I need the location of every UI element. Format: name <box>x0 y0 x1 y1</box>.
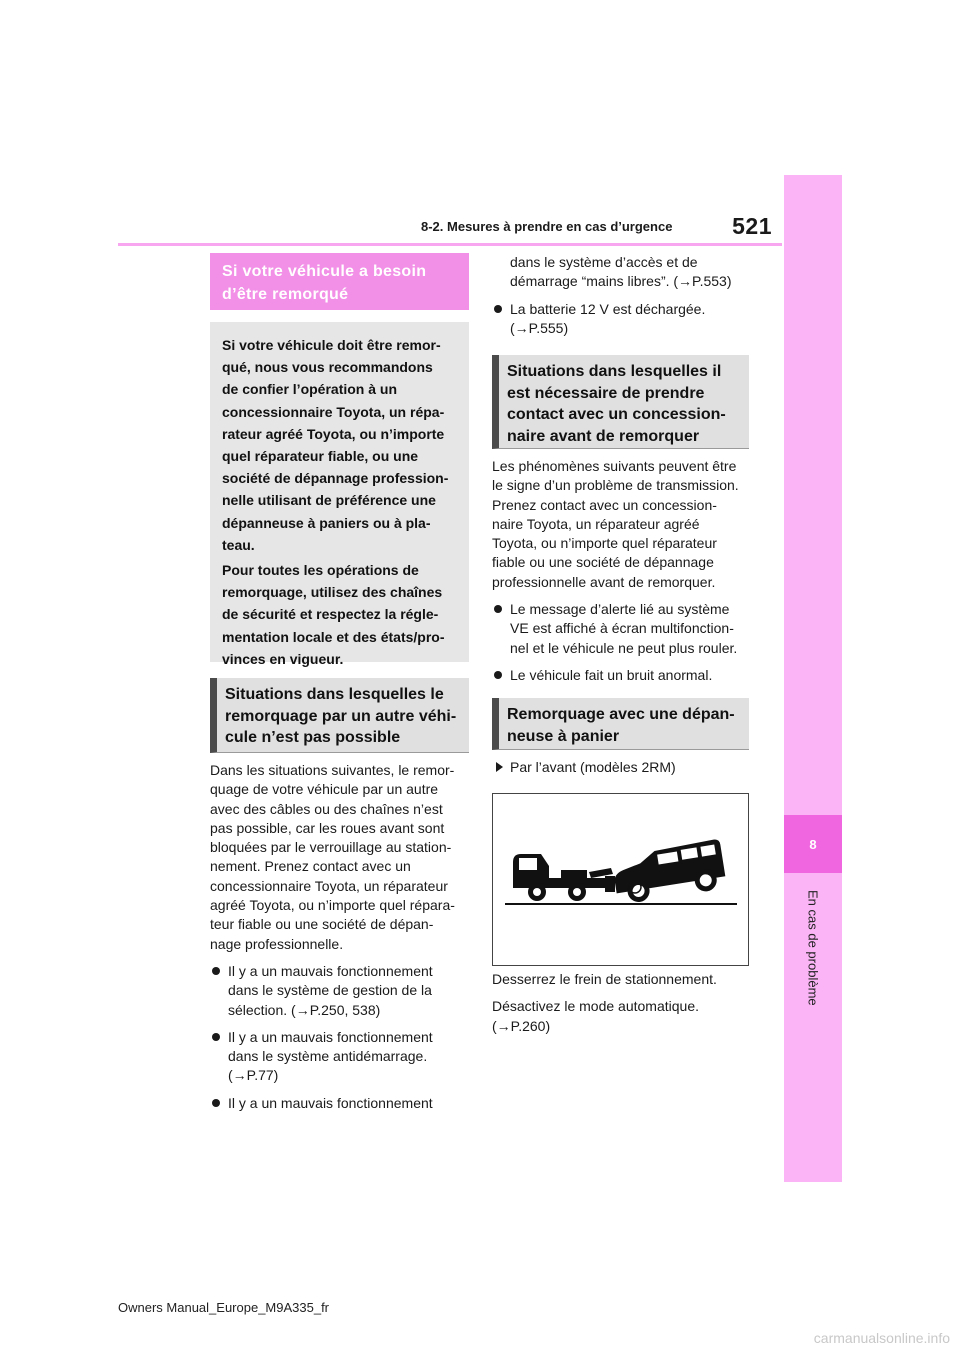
tow-truck-diagram <box>493 794 748 965</box>
bullet-item: Il y a un mauvais fonctionnement dans le système de gestion de la sélection. (→P.250, 538) <box>210 962 472 1020</box>
pink-heading-towing <box>210 253 469 310</box>
right-bottom-body <box>492 970 754 1044</box>
bullet-item: La batterie 12 V est déchargée. (→P.555) <box>492 300 754 339</box>
intro-paragraph: Dans les situations suivantes, le remor- quage de votre véhicule par un autre avec des câbles ou des chaînes n’est pas possible, car les roues avant sont bloquées par le verrouillage au station- nement. Prenez contact avec un concessionnaire Toyota, un réparateur agréé Toyota, ou n’importe quel répara- teur fiable ou une société de dépan- nage professionnelle. <box>210 762 455 952</box>
pink-heading-line: Si votre véhicule a besoin <box>222 263 427 280</box>
chapter-label-text: En cas de problème <box>805 890 821 1006</box>
bullet-dot-icon <box>212 1033 220 1041</box>
safety-chain-paragraph: Pour toutes les opérations de remorquage, utilisez des chaînes de sécurité et respectez la régle- mentation locale et des états/pro- vinces en vigueur. <box>222 562 445 667</box>
bullet-item: Il y a un mauvais fonctionnement <box>210 1094 472 1113</box>
bullet-item: Le véhicule fait un bruit anormal. <box>492 666 754 685</box>
arrow-right-icon <box>496 762 503 772</box>
left-body <box>210 761 472 1121</box>
heading-towing-not-possible: Situations dans lesquelles le remorquage par un autre véhi- cule n’est pas possible <box>210 678 469 753</box>
right-middle-body <box>492 457 754 693</box>
right-top-body <box>492 253 754 346</box>
bullet-item: Le message d’alerte lié au système VE est affiché à écran multifonction- nel et le véhicule ne peut plus rouler. <box>492 600 754 658</box>
arrow-item-front: Par l’avant (modèles 2RM) <box>492 758 772 777</box>
chapter-number-box[interactable]: 8 <box>784 815 842 873</box>
auto-mode-text: Désactivez le mode automatique. (→P.260) <box>492 998 699 1034</box>
bullet-dot-icon <box>212 967 220 975</box>
bullet-dot-icon <box>212 1099 220 1107</box>
parking-brake-text: Desserrez le frein de stationnement. <box>492 971 717 987</box>
manual-id-footer: Owners Manual_Europe_M9A335_fr <box>118 1300 330 1315</box>
section-title: 8-2. Mesures à prendre en cas d’urgence <box>421 219 673 234</box>
chapter-label <box>784 873 842 1023</box>
bullet-item: Il y a un mauvais fonctionnement dans le système antidémarrage. (→P.77) <box>210 1028 472 1086</box>
heading-wheel-lift-truck: Remorquage avec une dépan- neuse à panier <box>492 698 749 750</box>
side-thumb-tab <box>784 175 842 1182</box>
recommendation-box <box>210 322 469 667</box>
bullet-dot-icon <box>494 605 502 613</box>
towing-illustration <box>492 793 749 966</box>
pink-heading-line: d’être remorqué <box>222 286 349 303</box>
bullet-dot-icon <box>494 305 502 313</box>
header-rule <box>118 243 782 246</box>
heading-contact-dealer: Situations dans lesquelles il est nécessaire de prendre contact avec un concession- naire avant de remorquer <box>492 355 749 449</box>
page-number: 521 <box>732 213 772 239</box>
continued-bullet: dans le système d’accès et de démarrage “mains libres”. (→P.553) <box>510 254 732 290</box>
watermark: carmanualsonline.info <box>813 1330 950 1346</box>
recommendation-paragraph: Si votre véhicule doit être remor- qué, nous vous recommandons de confier l’opération à un concessionnaire Toyota, un répa- rateur agréé Toyota, ou n’importe quel réparateur fiable, ou une société de dépannage profession- nelle utilisant de préférence une dépanneuse à paniers ou à pla- teau. <box>222 337 449 553</box>
dealer-intro-paragraph: Les phénomènes suivants peuvent être le signe d’un problème de transmission. Prenez contact avec un concession- naire Toyota, un réparateur agréé Toyota, ou n’importe quel réparateur fiable ou une société de dépannage professionnelle avant de remorquer. <box>492 458 739 590</box>
bullet-dot-icon <box>494 671 502 679</box>
